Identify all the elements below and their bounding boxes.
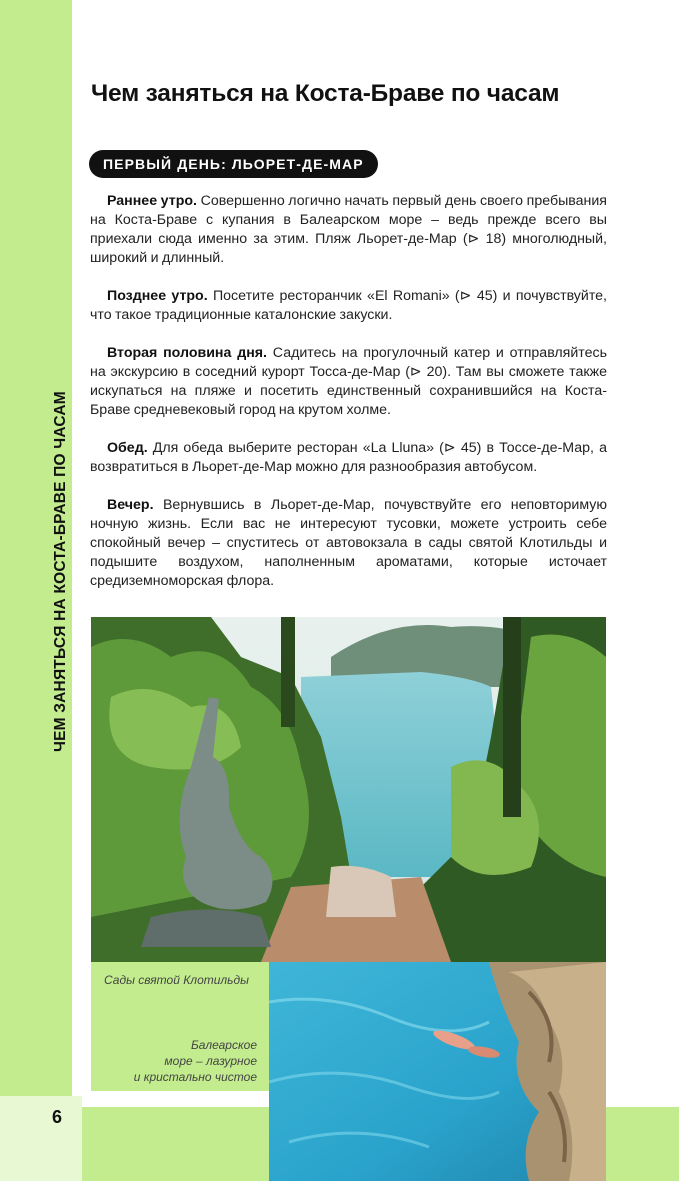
sea-photo [269, 962, 606, 1181]
paragraph-body: Посетите ресторанчик «El Romani» (⊳ 45) и почувствуйте, что такое традиционные каталонские закуски. [90, 288, 607, 323]
bottom-band-right [606, 1107, 679, 1181]
sea-caption: Балеарское море – лазурное и кристально чистое [133, 1038, 257, 1084]
paragraph-body: Садитесь на прогулочный катер и отправляйтесь на экскурсию в соседний курорт Тосса-де-Мар (⊳ 20). Там вы сможете также искупаться на пляже и посетить единственный сохранившийся на Коста-Браве средневековый город на крутом холме. [90, 345, 608, 418]
page-number: 6 [52, 1107, 63, 1127]
bottom-band-left [72, 1107, 269, 1181]
paragraph-lead: Обед. [107, 440, 148, 456]
paragraph-body: Вернувшись в Льорет-де-Мар, почувствуйте его неповторимую ночную жизнь. Если вас не интересуют тусовки, можете устроить себе спокойный вечер – спуститесь от автовокзала в сады святой Клотильды и подышите воздухом, наполненным ароматами, которые источает средиземноморская флора. [90, 497, 607, 589]
paragraph-late-morning [90, 287, 607, 325]
itinerary-text [90, 192, 607, 591]
paragraph-lead: Позднее утро. [107, 288, 208, 304]
paragraph-early-morning [90, 192, 607, 268]
paragraph-lunch [90, 439, 607, 477]
section-badge: ПЕРВЫЙ ДЕНЬ: ЛЬОРЕТ-ДЕ-МАР [89, 150, 378, 178]
paragraph-body: Совершенно логично начать первый день своего пребывания на Коста-Браве с купания в Балеарском море – ведь прежде всего вы приехали сюда именно за этим. Пляж Льорет-де-Мар (⊳ 18) многолюдный, широкий и длинный. [90, 193, 607, 266]
paragraph-lead: Вечер. [107, 497, 154, 513]
garden-photo [91, 617, 606, 962]
paragraph-lead: Раннее утро. [107, 193, 197, 209]
garden-caption: Сады святой Клотильды [104, 973, 249, 987]
page-number-box [0, 1096, 82, 1181]
side-running-title: ЧЕМ ЗАНЯТЬСЯ НА КОСТА-БРАВЕ ПО ЧАСАМ [52, 391, 69, 752]
paragraph-evening [90, 496, 607, 591]
paragraph-lead: Вторая половина дня. [107, 345, 267, 361]
paragraph-afternoon [90, 344, 607, 420]
paragraph-body: Для обеда выберите ресторан «La Lluna» (⊳ 45) в Тоссе-де-Мар, а возвратиться в Льорет-де-Мар можно для разнообразия автобусом. [90, 440, 607, 475]
page-title: Чем заняться на Коста-Браве по часам [91, 80, 560, 107]
